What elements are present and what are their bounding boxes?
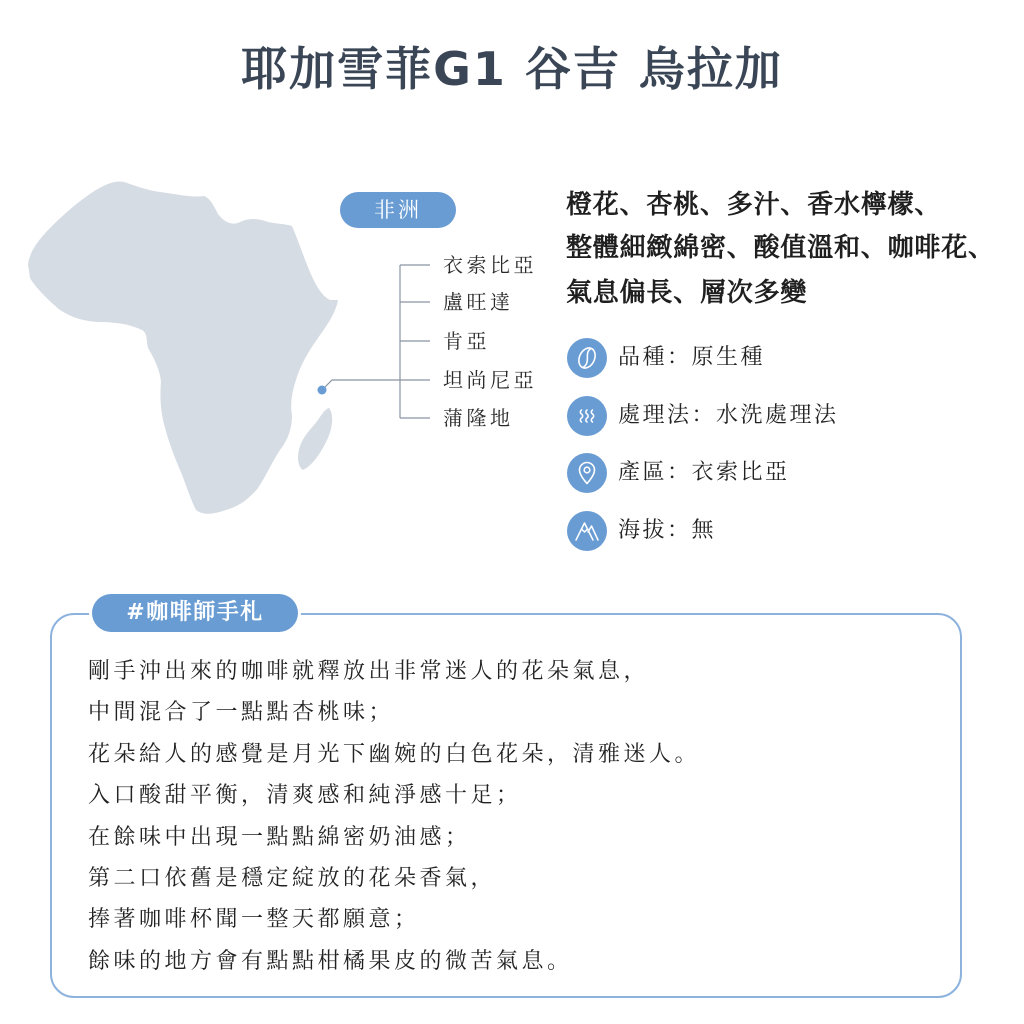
coffee-bean-icon-graphic	[567, 338, 607, 378]
madagascar-shape	[298, 408, 332, 470]
spec-origin: 產區：衣索比亞	[618, 460, 790, 485]
steam-icon	[567, 396, 607, 436]
coffee-bean-icon	[567, 338, 607, 378]
flavor-line: 整體細緻綿密、酸值溫和、咖啡花、	[566, 233, 995, 263]
country-label: 盧旺達	[443, 290, 514, 314]
flavor-line: 橙花、杏桃、多汁、香水檸檬、	[566, 190, 942, 220]
location-pin-icon	[567, 453, 607, 493]
note-line: 捧著咖啡杯聞一整天都願意；	[88, 907, 420, 933]
note-line: 第二口依舊是穩定綻放的花朵香氣，	[88, 866, 497, 892]
spec-altitude: 海拔：無	[618, 518, 717, 543]
mountain-icon-graphic	[567, 511, 607, 551]
africa-map-icon	[28, 181, 338, 513]
note-line: 中間混合了一點點杏桃味；	[88, 700, 395, 726]
spec-variety: 品種：原生種	[618, 345, 766, 370]
map-connector-line	[322, 380, 400, 390]
country-label: 衣索比亞	[443, 253, 537, 277]
country-label: 肯亞	[443, 329, 490, 353]
note-line: 花朵給人的感覺是月光下幽婉的白色花朵，清雅迷人。	[88, 741, 701, 767]
page-title: 耶加雪菲G1 谷吉 烏拉加	[241, 42, 783, 96]
note-line: 在餘味中出現一點點綿密奶油感；	[88, 824, 471, 850]
region-badge: 非洲	[340, 192, 456, 228]
country-label: 坦尚尼亞	[443, 368, 537, 392]
barista-notes-text	[88, 651, 700, 982]
flavor-line: 氣息偏長、層次多變	[566, 278, 808, 308]
note-line: 入口酸甜平衡，清爽感和純淨感十足；	[88, 783, 522, 809]
map-location-dot	[318, 386, 327, 395]
spec-process: 處理法：水洗處理法	[618, 403, 839, 428]
country-tree-lines	[400, 265, 430, 418]
country-label: 蒲隆地	[443, 406, 514, 430]
note-line: 剛手沖出來的咖啡就釋放出非常迷人的花朵氣息，	[88, 659, 650, 684]
steam-icon-graphic	[567, 396, 607, 436]
note-line: 餘味的地方會有點點柑橘果皮的微苦氣息。	[88, 948, 573, 974]
mountain-icon	[567, 511, 607, 551]
location-pin-icon-graphic	[567, 453, 607, 493]
barista-notes-tag: #咖啡師手札	[92, 594, 298, 632]
